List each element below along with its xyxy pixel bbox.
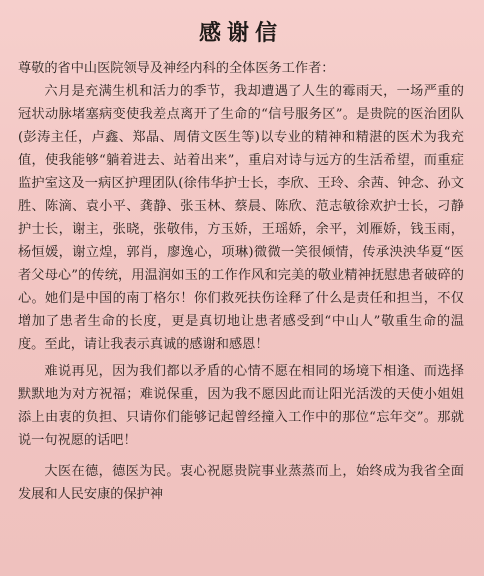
letter-salutation: 尊敬的省中山医院领导及神经内科的全体医务工作者： — [18, 61, 335, 76]
letter-paragraph-3: 大医在德，德医为民。衷心祝愿贵院事业蒸蒸而上，始终成为我省全面发展和人民安康的保护神 — [18, 464, 464, 502]
letter-paragraph-1: 六月是充满生机和活力的季节，我却遭遇了人生的霉雨天，一场严重的冠状动脉堵塞病变使我差点离开了生命的“信号服务区”。是贵院的医治团队(彭涛主任，卢鑫、郑晶、周倩文医生等)以专业的精神和精湛的医术为我充值，使我能够“躺着进去、站着出来”，重启对诗与远方的生活希望，而重症监护室这及一病区护理团队(徐伟华护士长，李欣、王玲、余茜、钟念、孙文胜、陈滴、袁小平、龚静、张玉林、蔡晨、陈欣、范志敏徐欢护士长，刁静护士长，谢主，张晓，张敬伟，方玉娇，王瑶娇，余平，刘雁娇，钱玉雨，杨恒媛，谢立煌，郭肖，廖逸心，项琳)微微一笑很倾情，传承泱泱华夏“医者父母心”的传统，用温润如玉的工作作风和完美的敬业精神抚慰患者破碎的心。她们是中国的南丁格尔！你们救死扶伤诠释了什么是责任和担当，不仅增加了患者生命的长度，更是真切地让患者感受到“中山人”敬重生命的温度。至此，请让我表示真诚的感谢和感恩！ — [18, 84, 464, 352]
letter-paragraph-2: 难说再见，因为我们都以矛盾的心情不愿在相同的场境下相逢、而选择默默地为对方祝福；难说保重，因为我不愿因此而让阳光活泼的天使小姐姐添上由衷的负担、只请你们能够记起曾经撞入工作中的那位“忘年交”。那就说一句祝愿的话吧！ — [18, 364, 464, 448]
letter-title: 感谢信 — [198, 21, 283, 46]
